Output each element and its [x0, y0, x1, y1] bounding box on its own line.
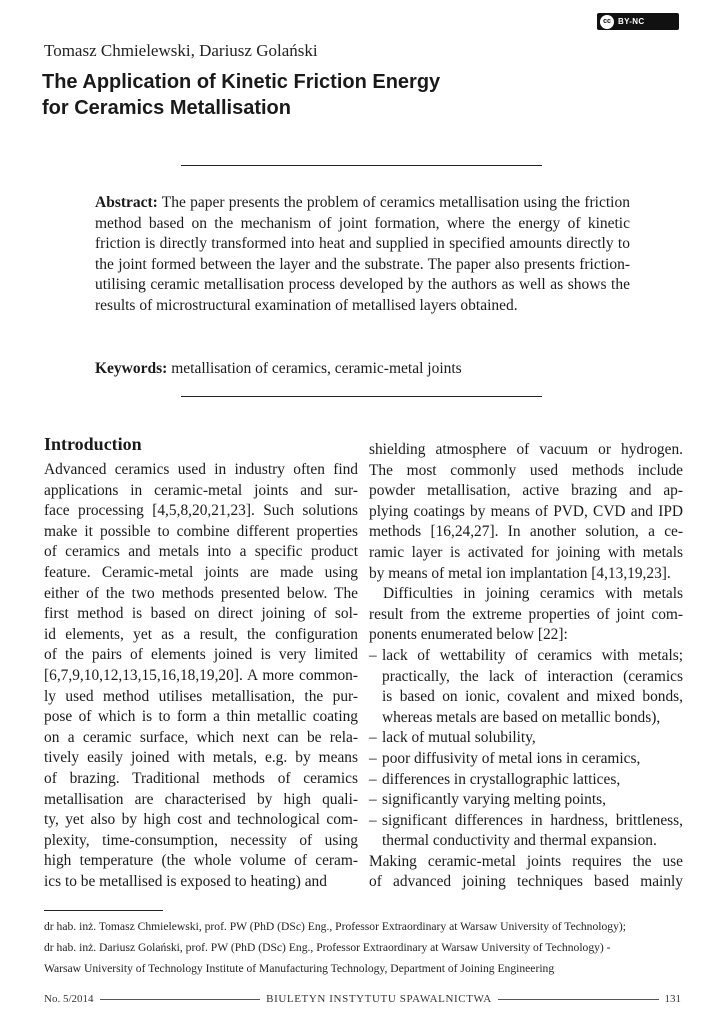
abstract-bottom-rule: [181, 396, 542, 397]
text-line: Difficulties in joining ceramics with metals: [383, 585, 683, 603]
list-item-continuation: [369, 708, 683, 729]
text-line: by means of metal ion implantation [4,13,19,23].: [369, 564, 671, 582]
text-line: plying coatings by means of PVD, CVD and IPD: [369, 502, 683, 520]
text-line: of ceramics and metals into a specific product: [44, 543, 358, 561]
list-dash: –: [369, 770, 377, 788]
text-line: make it possible to combine different properties: [44, 522, 358, 540]
journal-name: BIULETYN INSTYTUTU SPAWALNICTWA: [266, 993, 492, 1005]
list-dash: –: [369, 811, 377, 829]
text-line: of the pairs of elements joined is very limited: [44, 646, 358, 664]
list-dash: –: [369, 749, 377, 767]
footnote: Warsaw University of Technology Institute of Manufacturing Technology, Department of Joining Engineering: [44, 962, 555, 975]
creative-commons-icon: cc: [600, 15, 614, 29]
list-item-text: is based on ionic, covalent and mixed bonds,: [382, 688, 683, 706]
list-item: [369, 749, 683, 770]
footer-rule: [100, 999, 261, 1000]
list-item: [369, 728, 683, 749]
list-item: [369, 811, 683, 832]
footnote: dr hab. inż. Dariusz Golański, prof. PW (PhD (DSc) Eng., Professor Extraordinary at Warsaw University of Technology) -: [44, 941, 611, 954]
text-line: ramic layer is activated for joining with metals: [369, 543, 683, 561]
text-line: of brazing. Traditional methods of ceramics: [44, 769, 358, 787]
text-line: powder metallisation, active brazing and ap-: [369, 482, 683, 500]
text-line: face processing [4,5,8,20,21,23]. Such solutions: [44, 502, 358, 520]
footnote-rule: [44, 910, 163, 911]
text-line: first method is based on direct joining of sol-: [44, 605, 358, 623]
list-item-continuation: [369, 667, 683, 688]
list-item-continuation: [369, 687, 683, 708]
abstract: [95, 193, 630, 317]
paper-title: [42, 69, 562, 121]
text-line: ics to be metallised is exposed to heating) and: [44, 872, 327, 890]
text-line: feature. Ceramic-metal joints are made using: [44, 563, 358, 581]
list-item-text: poor diffusivity of metal ions in ceramics,: [382, 749, 641, 767]
list-dash: –: [369, 791, 377, 809]
authors: Tomasz Chmielewski, Dariusz Golański: [44, 41, 318, 60]
left-column: [44, 460, 358, 892]
text-line: [6,7,9,10,12,13,15,16,18,19,20]. A more common-: [44, 666, 358, 684]
list-item-text: differences in crystallographic lattices,: [382, 770, 621, 788]
text-line: of advanced joining techniques based mainly: [369, 873, 683, 891]
list-item-text: whereas metals are based on metallic bonds),: [382, 708, 661, 726]
list-item-continuation: [369, 831, 683, 852]
keywords-label: Keywords:: [95, 360, 168, 377]
text-line: The most commonly used methods include: [369, 461, 683, 479]
right-column: [369, 440, 683, 893]
abstract-text: The paper presents the problem of ceramics metallisation using the friction method based on the mechanism of joint formation, where the energy of kinetic friction is directly transformed into heat and supplied in specified amounts directly to the joint formed between the layer and the substrate. The paper also presents friction-utilising ceramic metallisation process developed by the authors as well as shows the results of microstructural examination of metallised layers obtained.: [95, 194, 630, 314]
text-line: high temperature (the whole volume of ceram-: [44, 852, 358, 870]
text-line: id elements, yet as a result, the configuration: [44, 625, 358, 643]
cc-license-badge: [597, 13, 679, 30]
keywords-text: metallisation of ceramics, ceramic-metal joints: [171, 360, 462, 377]
page-footer: [44, 992, 681, 1006]
list-item-text: thermal conductivity and thermal expansion.: [382, 832, 657, 850]
text-line: ponents enumerated below [22]:: [369, 626, 568, 644]
list-dash: –: [369, 729, 377, 747]
text-line: ly used method utilises metallisation, the pur-: [44, 687, 358, 705]
abstract-label: Abstract:: [95, 194, 158, 211]
text-line: methods [16,24,27]. In another solution, a ce-: [369, 523, 683, 541]
text-line: metallisation are characterised by high quali-: [44, 790, 358, 808]
text-line: result from the extreme properties of joint com-: [369, 605, 683, 623]
list-item: [369, 646, 683, 667]
list-item-text: lack of mutual solubility,: [382, 729, 536, 747]
list-item-text: practically, the lack of interaction (ceramics: [382, 667, 683, 685]
text-line: Making ceramic-metal joints requires the use: [369, 852, 683, 870]
text-line: plexity, time-consumption, necessity of using: [44, 831, 358, 849]
section-heading-introduction: Introduction: [44, 434, 142, 454]
license-label: BY-NC: [618, 17, 645, 26]
text-line: either of the two methods presented below. The: [44, 584, 358, 602]
page-number: 131: [664, 993, 682, 1005]
text-line: ty, yet also by high cost and technological com-: [44, 811, 358, 829]
list-item-text: significantly varying melting points,: [382, 791, 606, 809]
issue-number: No. 5/2014: [44, 993, 94, 1005]
text-line: shielding atmosphere of vacuum or hydrogen.: [369, 441, 683, 458]
list-item-text: lack of wettability of ceramics with metals;: [382, 646, 683, 664]
footer-rule: [498, 999, 659, 1000]
text-line: Advanced ceramics used in industry often find: [44, 461, 358, 478]
footnote: dr hab. inż. Tomasz Chmielewski, prof. PW (PhD (DSc) Eng., Professor Extraordinary at Warsaw University of Technology);: [44, 920, 626, 933]
list-item: [369, 770, 683, 791]
list-dash: –: [369, 646, 377, 664]
list-item-text: significant differences in hardness, brittleness,: [382, 811, 683, 829]
title-line: The Application of Kinetic Friction Energy: [42, 71, 441, 93]
text-line: pose of which is to form a thin metallic coating: [44, 708, 358, 726]
keywords: [95, 359, 630, 379]
text-line: tively easily joined with metals, e.g. by means: [44, 749, 358, 767]
text-line: applications in ceramic-metal joints and sur-: [44, 481, 358, 499]
abstract-top-rule: [181, 165, 542, 166]
title-line: for Ceramics Metallisation: [42, 97, 291, 119]
list-item: [369, 790, 683, 811]
text-line: on a ceramic surface, which next can be rela-: [44, 728, 358, 746]
